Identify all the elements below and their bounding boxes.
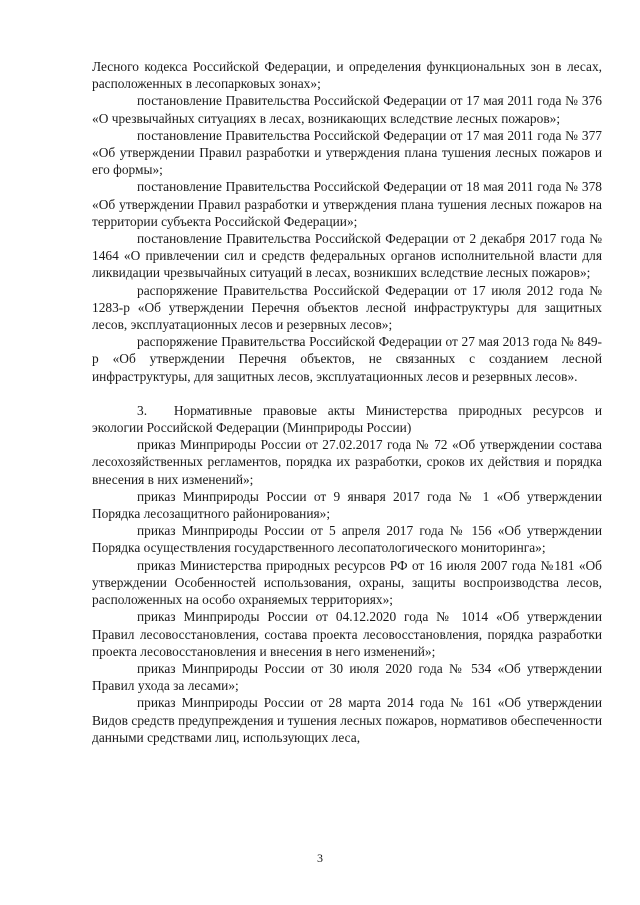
paragraph: приказ Минприроды России от 30 июля 2020 года № 534 «Об утверждении Правил ухода за лесами»; (92, 660, 602, 694)
paragraph: распоряжение Правительства Российской Федерации от 17 июля 2012 года № 1283-р «Об утверждении Перечня объектов лесной инфраструктуры для защитных лесов, эксплуатационных лесов и резервных лесов»; (92, 282, 602, 333)
document-body (92, 58, 602, 746)
paragraph: приказ Минприроды России от 9 января 2017 года № 1 «Об утверждении Порядка лесозащитного районирования»; (92, 488, 602, 522)
section-heading: 3. Нормативные правовые акты Министерства природных ресурсов и экологии Российской Федерации (Минприроды России) (92, 402, 602, 436)
paragraph: приказ Минприроды России от 04.12.2020 года № 1014 «Об утверждении Правил лесовосстановления, состава проекта лесовосстановления, порядка разработки проекта лесовосстановления и внесения в него изменений»; (92, 609, 602, 659)
paragraph: постановление Правительства Российской Федерации от 17 мая 2011 года № 376 «О чрезвычайных ситуациях в лесах, возникающих вследствие лесных пожаров»; (92, 93, 602, 126)
paragraph: приказ Министерства природных ресурсов РФ от 16 июля 2007 года №181 «Об утверждении Особенностей использования, охраны, защиты воспроизводства лесов, расположенных на особо охраняемых территориях»; (92, 557, 602, 608)
paragraph: Лесного кодекса Российской Федерации, и определения функциональных зон в лесах, расположенных в лесопарковых зонах»; (92, 59, 602, 92)
paragraph: постановление Правительства Российской Федерации от 2 декабря 2017 года № 1464 «О привлечении сил и средств федеральных органов исполнительной власти для ликвидации чрезвычайных ситуаций в лесах, возникших вследствие лесных пожаров»; (92, 231, 602, 281)
paragraph: распоряжение Правительства Российской Федерации от 27 мая 2013 года № 849-р «Об утверждении Перечня объектов, не связанных с созданием лесной инфраструктуры, для защитных лесов, эксплуатационных лесов и резервных лесов». (92, 334, 602, 384)
paragraph: приказ Минприроды России от 5 апреля 2017 года № 156 «Об утверждении Порядка осуществления государственного лесопатологического мониторинга»; (92, 523, 602, 556)
paragraph: приказ Минприроды России от 28 марта 2014 года № 161 «Об утверждении Видов средств предупреждения и тушения лесных пожаров, нормативов обеспеченности данными средствами лиц, использующих леса, (92, 695, 602, 745)
paragraph: постановление Правительства Российской Федерации от 18 мая 2011 года № 378 «Об утверждении Правил разработки и утверждения плана тушения лесных пожаров на территории субъекта Российской Федерации»; (92, 179, 602, 229)
page-number: 3 (317, 851, 323, 865)
paragraph: постановление Правительства Российской Федерации от 17 мая 2011 года № 377 «Об утверждении Правил разработки и утверждения плана тушения лесных пожаров и его формы»; (92, 127, 602, 178)
paragraph: приказ Минприроды России от 27.02.2017 года № 72 «Об утверждении состава лесохозяйственных регламентов, порядка их разработки, сроков их действия и порядка внесения в них изменений»; (92, 437, 602, 487)
